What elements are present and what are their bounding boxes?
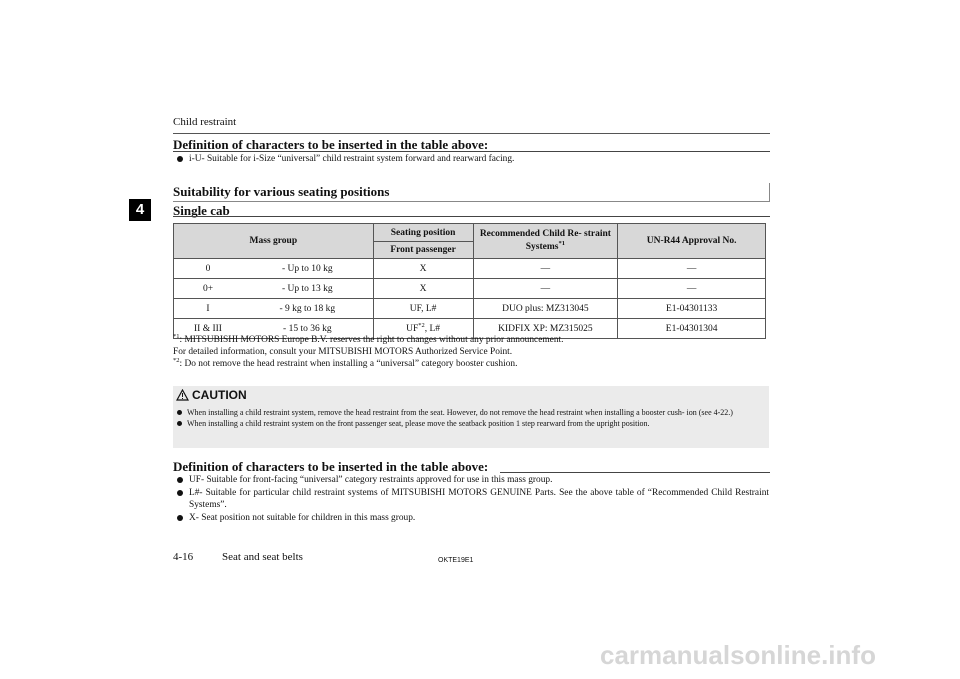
footnote-mark: *1 [173, 332, 180, 340]
recommended-cell: DUO plus: MZ313045 [473, 299, 618, 319]
approval-cell: — [618, 279, 766, 299]
list-item [177, 153, 767, 165]
section-title: Suitability for various seating positions [173, 184, 390, 199]
suitability-section [173, 183, 770, 202]
definition-top-rule [173, 151, 770, 152]
front-passenger-cell [373, 299, 473, 319]
front-passenger-value: X [419, 283, 427, 294]
header-approval: UN-R44 Approval No. [618, 224, 766, 259]
footnote-1-line2: For detailed information, consult your MITSUBISHI MOTORS Authorized Service Point. [173, 347, 513, 357]
doc-code: OKTE19E1 [438, 557, 474, 564]
subsection-rule [173, 216, 770, 217]
footnote-text: : MITSUBISHI MOTORS Europe B.V. reserves the right to changes without any prior announcement. [179, 335, 564, 345]
front-passenger-cell [373, 279, 473, 299]
header-recommended-text: Recommended Child Re- straint Systems [479, 229, 611, 252]
recommended-cell: — [473, 279, 618, 299]
seating-table [173, 223, 766, 339]
mass-group-cell [174, 279, 374, 299]
mass-range: - 9 kg to 18 kg [279, 303, 336, 314]
bullet-icon [177, 515, 183, 521]
mass-class: II & III [194, 323, 222, 334]
subsection-title: Single cab [173, 203, 230, 218]
list-item-text: UF- Suitable for front-facing “universal” category restraints approved for use in this mass group. [189, 475, 553, 485]
list-item-text: L#- Suitable for particular child restraint systems of MITSUBISHI MOTORS GENUINE Parts. See the above table of “Recommended Child Restraint Systems”. [189, 488, 769, 510]
footnotes [173, 334, 563, 370]
list-item [177, 512, 769, 524]
list-item [177, 419, 767, 429]
caution-header [176, 388, 247, 402]
header-seating-position: Seating position [373, 224, 473, 242]
mass-range: - 15 to 36 kg [283, 323, 332, 334]
header-front-passenger: Front passenger [373, 242, 473, 259]
mass-class: I [206, 303, 210, 314]
header-mass-group: Mass group [174, 224, 374, 259]
caution-list [177, 408, 767, 430]
mass-group-cell [174, 299, 374, 319]
warning-triangle-icon [176, 389, 189, 401]
footnote-2 [173, 358, 563, 370]
caution-label: CAUTION [192, 388, 247, 402]
table-row [174, 299, 766, 319]
front-passenger-suffix: , L# [424, 323, 441, 334]
footnote-1 [173, 334, 563, 346]
recommended-cell: — [473, 259, 618, 279]
front-passenger-value: X [419, 263, 427, 274]
recommended-cell: KIDFIX XP: MZ315025 [473, 319, 618, 339]
bullet-icon [177, 477, 183, 483]
definition-top-heading: Definition of characters to be inserted in the table above: [173, 137, 489, 152]
approval-cell: E1-04301133 [618, 299, 766, 319]
list-item-text: When installing a child restraint system on the front passenger seat, please move the seatback position 1 step rearward from the upright position. [187, 419, 650, 428]
table-row [174, 279, 766, 299]
header-recommended [473, 224, 618, 259]
watermark: carmanualsonline.info [600, 640, 876, 670]
front-passenger-value: UF [406, 323, 419, 334]
definition-bottom-rule [500, 472, 770, 473]
list-item [177, 474, 769, 486]
running-title: Child restraint [173, 116, 237, 128]
definition-bottom-heading: Definition of characters to be inserted in the table above: [173, 459, 489, 474]
footnote-ref: *2 [418, 321, 425, 329]
chapter-name: Seat and seat belts [222, 551, 303, 563]
list-item [177, 487, 769, 511]
list-item-text: When installing a child restraint system, remove the head restraint from the seat. However, do not remove the head restraint when installing a booster cush- ion (see 4-22.) [187, 408, 733, 417]
front-passenger-value: UF, L# [409, 303, 437, 314]
approval-cell: — [618, 259, 766, 279]
list-item-text: i-U- Suitable for i-Size “universal” child restraint system forward and rearward facing. [189, 154, 515, 164]
front-passenger-cell [373, 259, 473, 279]
bullet-icon [177, 490, 183, 496]
footnote-text: : Do not remove the head restraint when installing a “universal” category booster cushion. [179, 359, 518, 369]
bullet-icon [177, 421, 182, 426]
definition-top-list [177, 153, 767, 166]
bullet-icon [177, 156, 183, 162]
footnote-mark: *2 [173, 356, 180, 364]
caution-box [173, 386, 769, 448]
page-number: 4-16 [173, 551, 194, 563]
table-row [174, 259, 766, 279]
mass-range: - Up to 13 kg [282, 283, 333, 294]
footnote-ref: *1 [558, 239, 565, 247]
mass-range: - Up to 10 kg [282, 263, 333, 274]
mass-class: 0 [205, 263, 211, 274]
mass-group-cell [174, 259, 374, 279]
chapter-tab: 4 [129, 199, 151, 221]
top-rule [173, 133, 770, 134]
list-item-text: X- Seat position not suitable for children in this mass group. [189, 513, 416, 523]
list-item [177, 408, 767, 418]
approval-cell: E1-04301304 [618, 319, 766, 339]
definition-bottom-list [177, 474, 769, 525]
bullet-icon [177, 410, 182, 415]
mass-class: 0+ [202, 283, 214, 294]
